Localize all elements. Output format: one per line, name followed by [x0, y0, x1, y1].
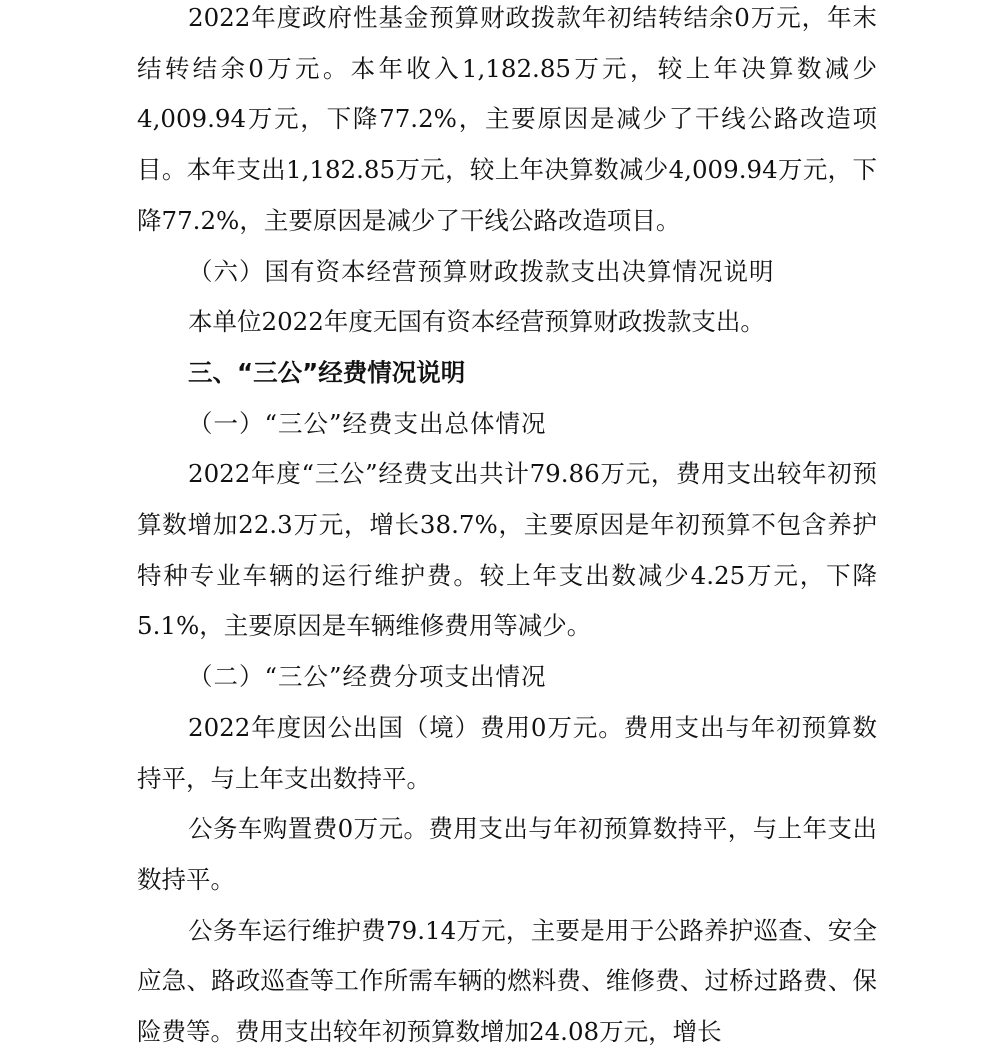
- section-heading-three-public: 三、“三公”经费情况说明: [188, 357, 466, 387]
- paragraph-vehicle-purchase: 公务车购置费0万元。费用支出与年初预算数持平，与上年支出数持平。: [137, 814, 877, 894]
- paragraph-fund-budget: 2022年度政府性基金预算财政拨款年初结转结余0万元，年末结转结余0万元。本年收入1,182.85万元，较上年决算数减少4,009.94万元，下降77.2%，主要原因是减少了干线公路改造项目。本年支出1,182.85万元，较上年决算数减少4,009.94万元，下降77.2%，主要原因是减少了干线公路改造项目。: [137, 3, 877, 235]
- paragraph-vehicle-operation: 公务车运行维护费79.14万元，主要是用于公路养护巡查、安全应急、路政巡查等工作所需车辆的燃料费、维修费、过桥过路费、保险费等。费用支出较年初预算数增加24.08万元，增长: [137, 915, 877, 1047]
- subheading-overall: （一）“三公”经费支出总体情况: [188, 408, 547, 438]
- paragraph-no-state-capital: 本单位2022年度无国有资本经营预算财政拨款支出。: [188, 307, 765, 337]
- subheading-itemized: （二）“三公”经费分项支出情况: [188, 662, 547, 692]
- subheading-state-capital: （六）国有资本经营预算财政拨款支出决算情况说明: [188, 256, 775, 286]
- paragraph-overall-expense: 2022年度“三公”经费支出共计79.86万元，费用支出较年初预算数增加22.3万元，增长38.7%，主要原因是年初预算不包含养护特种专业车辆的运行维护费。较上年支出数减少4.25万元，下降5.1%，主要原因是车辆维修费用等减少。: [137, 459, 877, 641]
- paragraph-overseas-travel: 2022年度因公出国（境）费用0万元。费用支出与年初预算数持平，与上年支出数持平。: [137, 712, 877, 793]
- document-page: [137, 0, 877, 1058]
